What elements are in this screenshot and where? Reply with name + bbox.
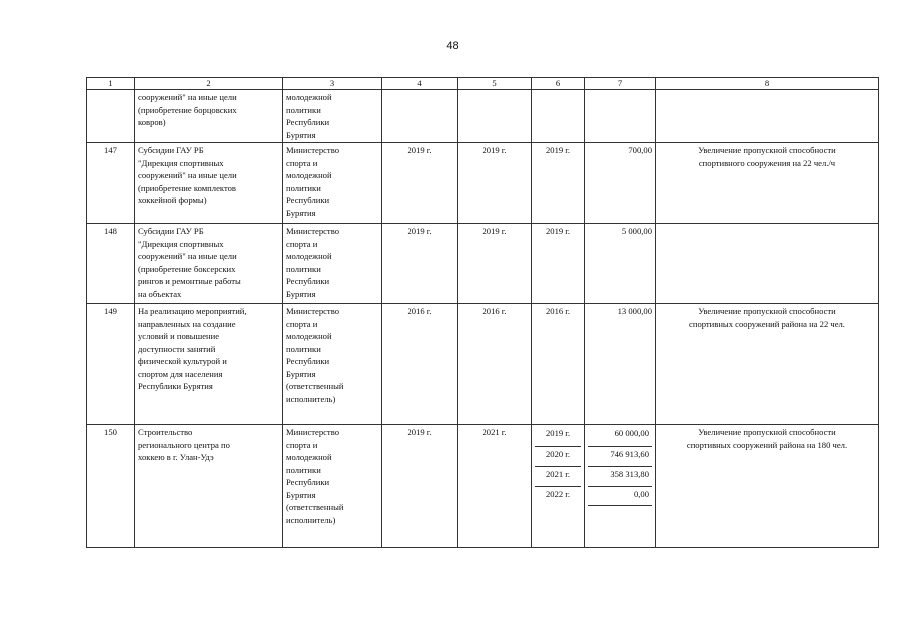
expected-result: Увеличение пропускной способности спортивного сооружения на 22 чел./ч (656, 143, 879, 224)
funding-years (532, 425, 585, 548)
start-year: 2019 г. (382, 143, 458, 224)
page-number: 48 (446, 40, 459, 52)
expected-result (656, 90, 879, 143)
end-year: 2019 г. (458, 224, 532, 304)
executor: Министерство спорта и молодежной политики Республики Бурятия (283, 224, 382, 304)
expected-result: Увеличение пропускной способности спортивных сооружений района на 180 чел. (656, 425, 879, 548)
executor: Министерство спорта и молодежной политики Республики Бурятия (ответственный исполнитель) (283, 304, 382, 425)
funding-amount: 746 913,60 (588, 446, 652, 466)
funding-year: 2019 г. (532, 224, 585, 304)
header-cell: 6 (532, 78, 585, 90)
end-year (458, 90, 532, 143)
executor: Министерство спорта и молодежной политики Республики Бурятия (283, 143, 382, 224)
start-year: 2019 г. (382, 224, 458, 304)
end-year: 2021 г. (458, 425, 532, 548)
table-row (87, 304, 879, 425)
funding-year: 2016 г. (532, 304, 585, 425)
table-row (87, 143, 879, 224)
funding-year: 2021 г. (535, 466, 581, 486)
header-cell: 2 (135, 78, 283, 90)
funding-year (532, 90, 585, 143)
expected-result: Увеличение пропускной способности спортивных сооружений района на 22 чел. (656, 304, 879, 425)
table-row (87, 224, 879, 304)
program-table (86, 77, 879, 548)
expected-result (656, 224, 879, 304)
header-cell: 4 (382, 78, 458, 90)
funding-year: 2022 г. (535, 486, 581, 506)
measure-name: На реализацию мероприятий, направленных на создание условий и повышение доступности занятий физической культурой и спортом для населения Республики Бурятия (135, 304, 283, 425)
start-year (382, 90, 458, 143)
header-cell: 5 (458, 78, 532, 90)
funding-amount: 0,00 (588, 486, 652, 506)
header-cell: 7 (585, 78, 656, 90)
measure-name: Строительство регионального центра по хоккею в г. Улан-Удэ (135, 425, 283, 548)
measure-name: Субсидии ГАУ РБ "Дирекция спортивных сооружений" на иные цели (приобретение боксерских рингов и ремонтные работы на объектах (135, 224, 283, 304)
funding-year: 2019 г. (545, 428, 571, 438)
end-year: 2019 г. (458, 143, 532, 224)
table-row (87, 90, 879, 143)
measure-name: сооружений" на иные цели (приобретение борцовских ковров) (135, 90, 283, 143)
executor: Министерство спорта и молодежной политики Республики Бурятия (ответственный исполнитель) (283, 425, 382, 548)
header-row (87, 78, 879, 90)
measure-name: Субсидии ГАУ РБ "Дирекция спортивных сооружений" на иные цели (приобретение комплектов хоккейной формы) (135, 143, 283, 224)
executor: молодежной политики Республики Бурятия (283, 90, 382, 143)
row-number: 149 (87, 304, 135, 425)
funding-year: 2020 г. (535, 446, 581, 466)
row-number: 148 (87, 224, 135, 304)
funding-amount: 358 313,80 (588, 466, 652, 486)
table-row (87, 425, 879, 548)
funding-amount: 5 000,00 (585, 224, 656, 304)
funding-amount: 13 000,00 (585, 304, 656, 425)
header-cell: 3 (283, 78, 382, 90)
start-year: 2016 г. (382, 304, 458, 425)
funding-amounts (585, 425, 656, 548)
row-number (87, 90, 135, 143)
start-year: 2019 г. (382, 425, 458, 548)
funding-amount: 60 000,00 (614, 428, 649, 438)
header-cell: 1 (87, 78, 135, 90)
end-year: 2016 г. (458, 304, 532, 425)
funding-amount: 700,00 (585, 143, 656, 224)
funding-year: 2019 г. (532, 143, 585, 224)
row-number: 150 (87, 425, 135, 548)
header-cell: 8 (656, 78, 879, 90)
funding-amount (585, 90, 656, 143)
row-number: 147 (87, 143, 135, 224)
